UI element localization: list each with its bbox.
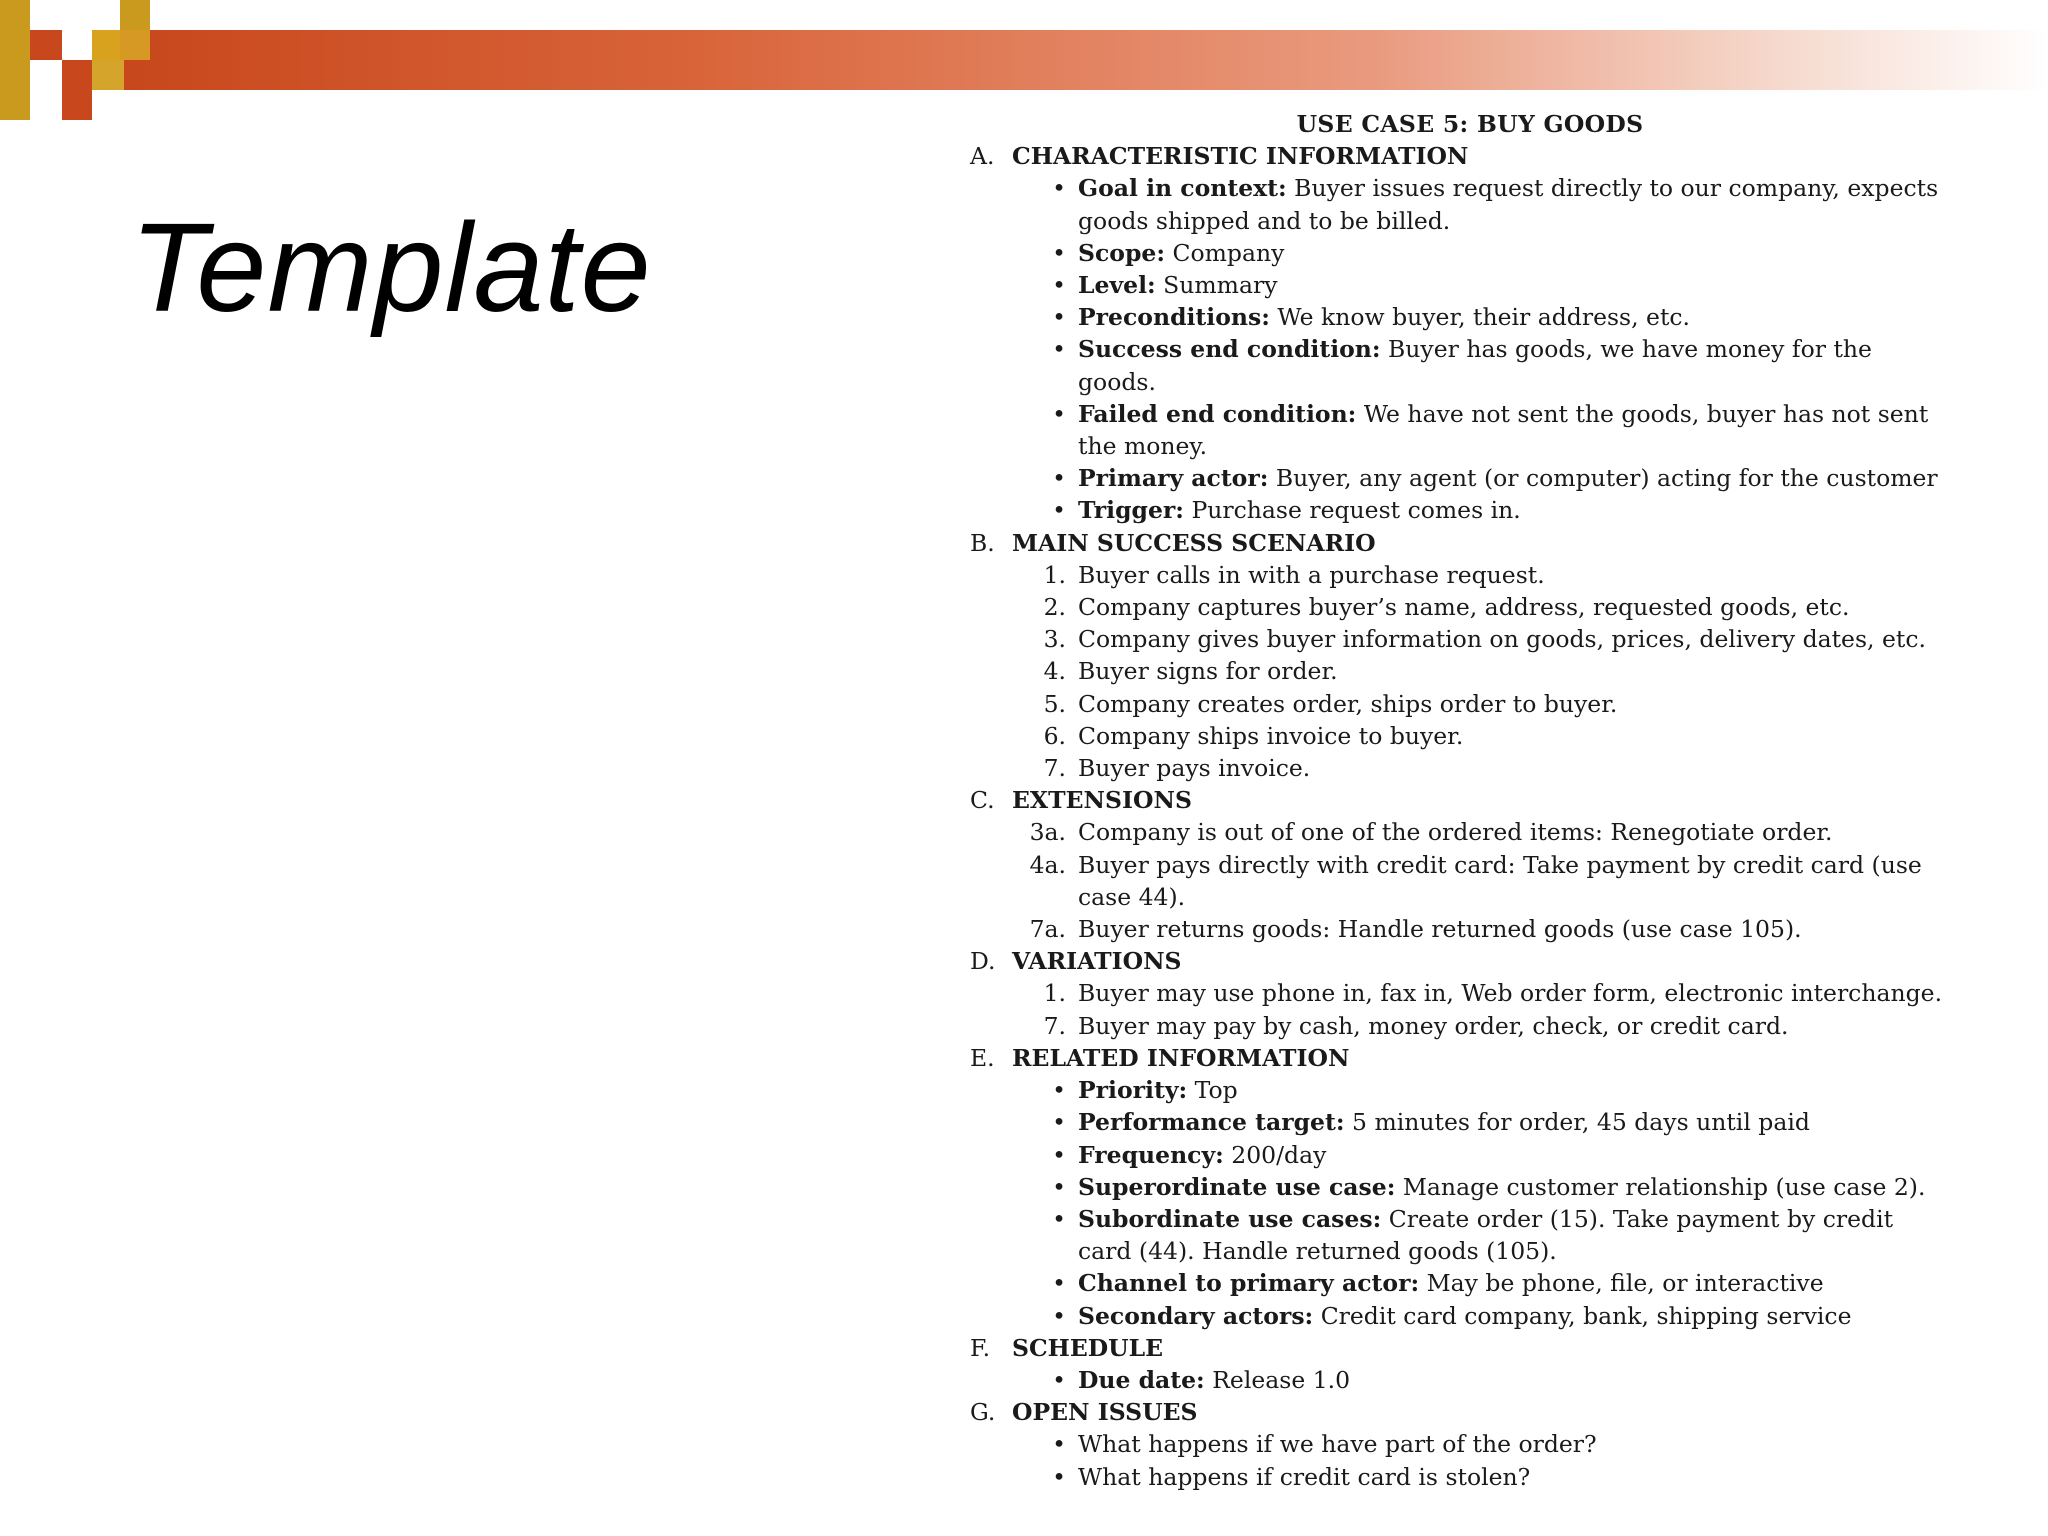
section-heading [970,1042,1970,1074]
list-number: 7. [1043,754,1066,783]
list-item-text [1078,333,1948,397]
list-item-text [1078,172,1948,236]
item-label: Failed end condition: [1078,399,1357,428]
list-item [970,1139,1970,1171]
item-value: Company is out of one of the ordered items: Renegotiate order. [1078,818,1833,847]
list-number: 3a. [1029,818,1066,847]
section-letter: B. [970,528,995,557]
list-item-text [1078,1267,1948,1299]
item-value: Company gives buyer information on goods, prices, delivery dates, etc. [1078,625,1926,654]
section [970,527,1970,785]
section-heading-text: EXTENSIONS [1012,786,1192,815]
list-item [970,1461,1970,1493]
item-label: Success end condition: [1078,335,1381,364]
list-item-text [1078,1461,1948,1493]
list-item [970,591,1970,623]
list-item-text [1078,398,1948,462]
section-letter: C. [970,786,995,815]
item-value: Buyer calls in with a purchase request. [1078,560,1545,589]
bullet-marker: • [1052,1140,1066,1169]
item-value: Credit card company, bank, shipping service [1313,1301,1852,1330]
bullet-marker: • [1052,1301,1066,1330]
bullet-marker: • [1052,1204,1066,1233]
item-value: Company [1165,238,1285,267]
item-value: We know buyer, their address, etc. [1269,303,1691,332]
bullet-marker: • [1052,399,1066,428]
item-value: Company ships invoice to buyer. [1078,721,1464,750]
document-sections [970,140,1970,1493]
list-item-text [1078,1364,1948,1396]
decor-square [62,0,92,30]
list-item [970,1171,1970,1203]
item-value: Buyer returns goods: Handle returned goods (use case 105). [1078,915,1802,944]
list-item [970,1364,1970,1396]
decor-square [30,90,62,120]
list-number: 4. [1043,657,1066,686]
item-label: Subordinate use cases: [1078,1204,1382,1233]
list-item [970,494,1970,526]
bullet-marker: • [1052,1076,1066,1105]
item-value: Buyer, any agent (or computer) acting for the customer [1268,464,1938,493]
bullet-marker: • [1052,1462,1066,1491]
header-gradient-bar [120,30,2048,90]
item-label: Goal in context: [1078,174,1287,203]
list-item-text [1078,1010,1948,1042]
section [970,140,1970,526]
item-value: Company captures buyer’s name, address, requested goods, etc. [1078,593,1850,622]
list-item [970,1203,1970,1267]
list-item-text [1078,1106,1948,1138]
item-value: Company creates order, ships order to buyer. [1078,689,1618,718]
list-item-text [1078,591,1948,623]
list-item [970,301,1970,333]
item-value: What happens if we have part of the order? [1078,1430,1597,1459]
section-heading-text: MAIN SUCCESS SCENARIO [1012,528,1376,557]
list-item [970,237,1970,269]
item-value: Purchase request comes in. [1183,496,1521,525]
list-item-text [1078,494,1948,526]
item-value: May be phone, file, or interactive [1419,1269,1824,1298]
item-label: Level: [1078,271,1156,300]
bullet-marker: • [1052,174,1066,203]
section [970,1042,1970,1332]
list-item-text [1078,720,1948,752]
list-item [970,398,1970,462]
list-number: 7a. [1029,915,1066,944]
bullet-marker: • [1052,335,1066,364]
section-heading-text: RELATED INFORMATION [1012,1043,1350,1072]
item-value: Buyer may pay by cash, money order, check, or credit card. [1078,1011,1789,1040]
item-value: Manage customer relationship (use case 2). [1395,1172,1926,1201]
section-heading-text: VARIATIONS [1012,947,1182,976]
decor-square [92,30,122,60]
list-item-text [1078,269,1948,301]
list-item-text [1078,301,1948,333]
list-number: 1. [1043,560,1066,589]
bullet-marker: • [1052,303,1066,332]
item-label: Frequency: [1078,1140,1224,1169]
decor-square [120,0,150,30]
list-item-text [1078,1203,1948,1267]
list-item [970,1106,1970,1138]
bullet-marker: • [1052,1108,1066,1137]
bullet-marker: • [1052,1365,1066,1394]
section-heading [970,1332,1970,1364]
item-label: Preconditions: [1078,303,1270,332]
list-item [970,688,1970,720]
item-label: Performance target: [1078,1108,1345,1137]
list-item-text [1078,462,1948,494]
section-letter: E. [970,1043,995,1072]
list-item [970,1074,1970,1106]
section [970,1332,1970,1396]
item-value: 200/day [1223,1140,1327,1169]
list-item [970,333,1970,397]
section-heading [970,140,1970,172]
list-item [970,1267,1970,1299]
list-item-text [1078,237,1948,269]
section-heading [970,784,1970,816]
list-item [970,1010,1970,1042]
bullet-marker: • [1052,1430,1066,1459]
bullet-marker: • [1052,271,1066,300]
list-item [970,462,1970,494]
section [970,1396,1970,1493]
item-value: Buyer has goods, we have money for the goods. [1078,335,1872,396]
section-letter: A. [970,142,995,171]
decor-square [0,0,30,120]
list-item [970,977,1970,1009]
list-number: 4a. [1029,850,1066,879]
list-item [970,172,1970,236]
list-item-text [1078,816,1948,848]
item-value: Buyer signs for order. [1078,657,1338,686]
item-value: 5 minutes for order, 45 days until paid [1344,1108,1810,1137]
list-item-text [1078,1074,1948,1106]
section [970,784,1970,945]
item-label: Due date: [1078,1365,1205,1394]
item-value: We have not sent the goods, buyer has not sent the money. [1078,399,1929,461]
slide-title: Template [130,197,652,338]
decor-square [120,30,150,60]
section [970,945,1970,1042]
list-item [970,623,1970,655]
item-label: Superordinate use case: [1078,1172,1396,1201]
list-item-text [1078,688,1948,720]
list-item-text [1078,1171,1948,1203]
item-label: Trigger: [1078,496,1184,525]
list-item [970,269,1970,301]
decor-square [62,60,92,120]
section-letter: D. [970,947,996,976]
decor-square [30,30,62,60]
list-item-text [1078,1428,1948,1460]
list-item [970,655,1970,687]
item-label: Channel to primary actor: [1078,1269,1420,1298]
list-number: 7. [1043,1011,1066,1040]
item-value: Top [1187,1076,1238,1105]
item-value: Create order (15). Take payment by credit card (44). Handle returned goods (105). [1078,1204,1894,1266]
list-item [970,1300,1970,1332]
list-item [970,913,1970,945]
bullet-marker: • [1052,464,1066,493]
bullet-marker: • [1052,1269,1066,1298]
list-item [970,720,1970,752]
list-item [970,816,1970,848]
section-heading-text: CHARACTERISTIC INFORMATION [1012,142,1469,171]
list-number: 2. [1043,593,1066,622]
list-item-text [1078,1139,1948,1171]
item-value: Buyer issues request directly to our company, expects goods shipped and to be billed. [1078,174,1939,235]
item-label: Secondary actors: [1078,1301,1314,1330]
list-item [970,752,1970,784]
list-item-text [1078,559,1948,591]
list-item-text [1078,752,1948,784]
list-number: 5. [1043,689,1066,718]
document-title: USE CASE 5: BUY GOODS [1296,110,1644,138]
list-item [970,1428,1970,1460]
item-value: Summary [1155,271,1278,300]
section-heading-text: OPEN ISSUES [1012,1398,1198,1427]
section-heading-text: SCHEDULE [1012,1333,1164,1362]
section-heading [970,527,1970,559]
item-label: Primary actor: [1078,464,1269,493]
decor-square [92,60,124,90]
list-item [970,849,1970,913]
list-item-text [1078,913,1948,945]
section-heading [970,1396,1970,1428]
item-value: Buyer pays invoice. [1078,754,1311,783]
list-number: 1. [1043,979,1066,1008]
list-item-text [1078,977,1948,1009]
item-label: Scope: [1078,238,1166,267]
list-number: 3. [1043,625,1066,654]
bullet-marker: • [1052,238,1066,267]
list-item-text [1078,849,1948,913]
bullet-marker: • [1052,496,1066,525]
list-number: 6. [1043,721,1066,750]
use-case-document [970,108,1970,1493]
section-letter: G. [970,1398,996,1427]
item-value: Release 1.0 [1204,1365,1351,1394]
bullet-marker: • [1052,1172,1066,1201]
list-item-text [1078,1300,1948,1332]
list-item-text [1078,655,1948,687]
section-letter: F. [970,1333,991,1362]
item-label: Priority: [1078,1076,1188,1105]
item-value: Buyer pays directly with credit card: Take payment by credit card (use case 44). [1078,850,1922,911]
list-item-text [1078,623,1948,655]
item-value: Buyer may use phone in, fax in, Web order form, electronic interchange. [1078,979,1943,1008]
section-heading [970,945,1970,977]
list-item [970,559,1970,591]
item-value: What happens if credit card is stolen? [1078,1462,1531,1491]
